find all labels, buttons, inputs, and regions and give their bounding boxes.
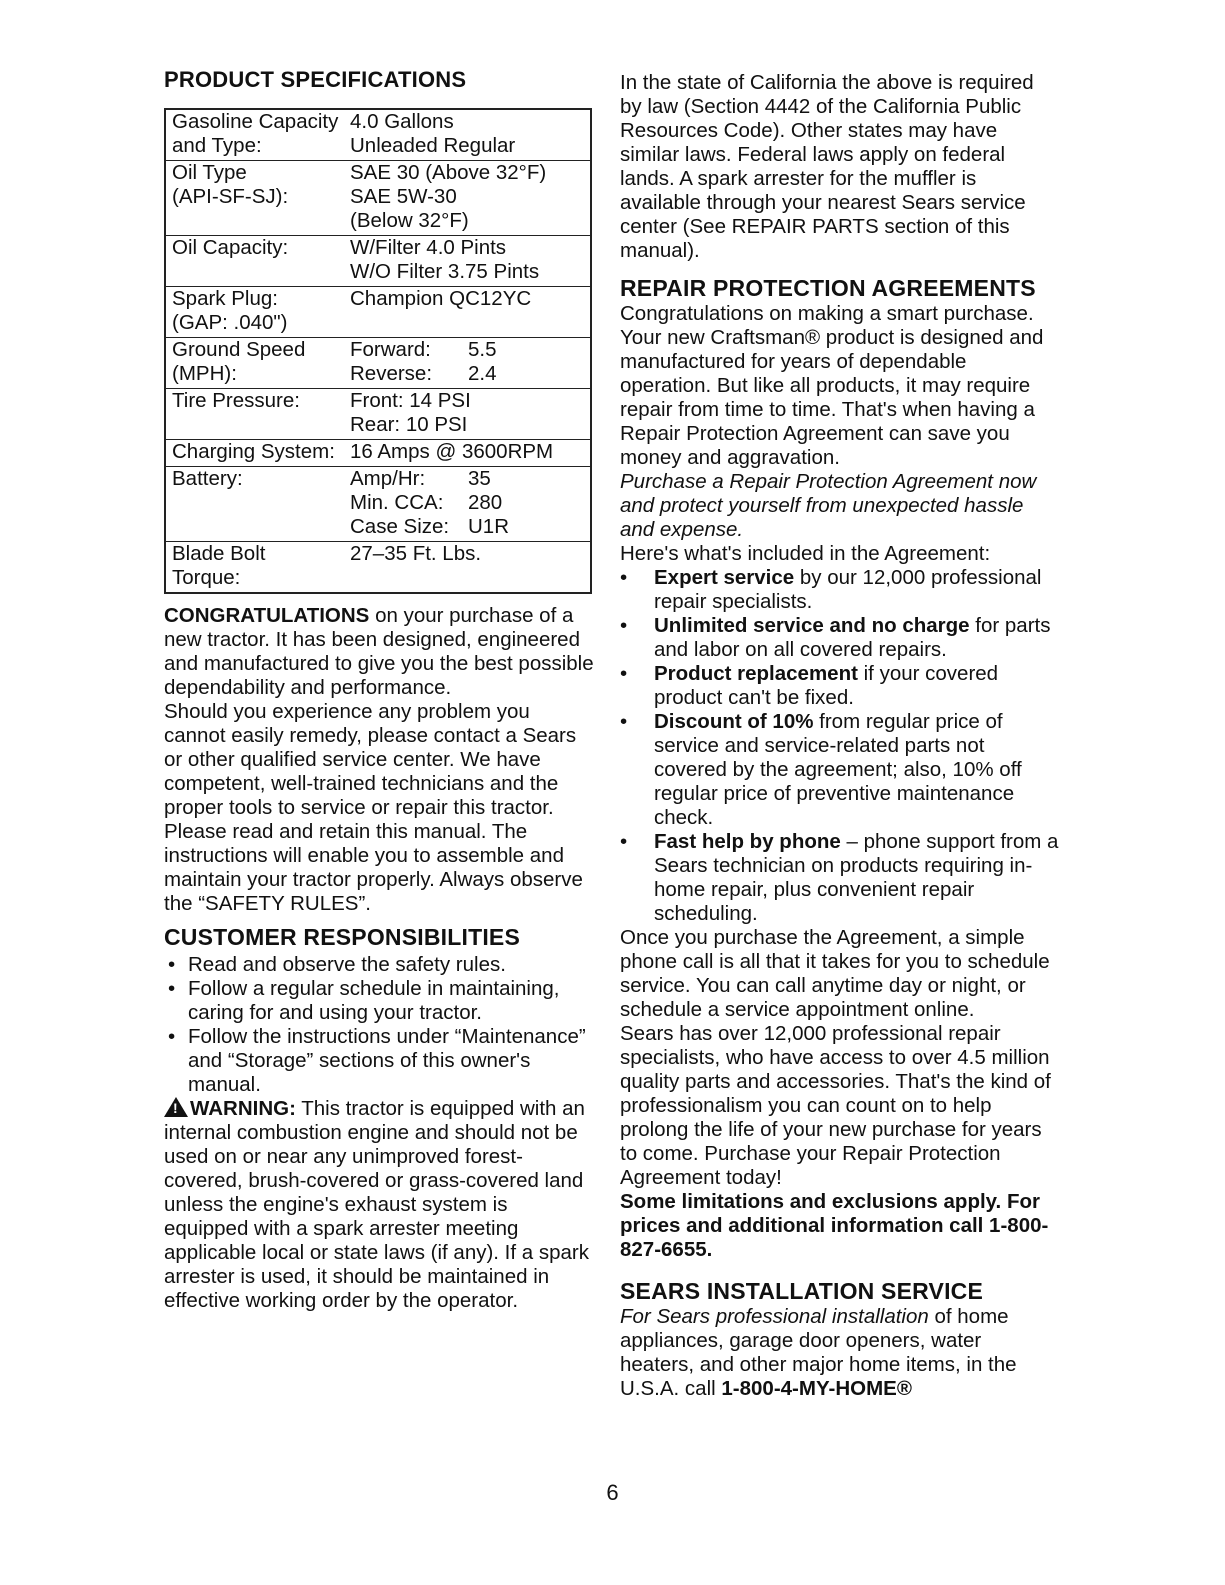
- customer-title: CUSTOMER RESPONSIBILITIES: [164, 924, 521, 950]
- spec-label: Ground Speed (MPH):: [172, 338, 306, 385]
- california-paragraph: In the state of California the above is required by law (Section 4442 of the California Public Resources Code). Other states may have similar laws. Federal laws apply on federal lands. A spark arrester for the muffler is available through your nearest Sears service center (See REPAIR PARTS section of this manual).: [620, 71, 1034, 262]
- right-column: [620, 66, 1060, 1401]
- table-row: [166, 466, 590, 541]
- repair-list: [620, 566, 1060, 926]
- list-item: • Product replacement if your covered product can't be fixed.: [620, 662, 1060, 710]
- page-number: 6: [606, 1480, 619, 1505]
- repair-intro: Here's what's included in the Agreement:: [620, 542, 991, 565]
- list-item: • Read and observe the safety rules.: [164, 953, 596, 977]
- repair-title: REPAIR PROTECTION AGREEMENTS: [620, 275, 1036, 301]
- spec-value: W/Filter 4.0 Pints W/O Filter 3.75 Pints: [350, 236, 540, 283]
- spec-value: SAE 30 (Above 32°F) SAE 5W-30 (Below 32°F): [350, 161, 547, 232]
- repair-italic: Purchase a Repair Protection Agreement now and protect yourself from unexpected hassle and expense.: [620, 470, 1037, 541]
- spec-label: Oil Type (API-SF-SJ):: [172, 161, 289, 208]
- table-row: [166, 439, 590, 466]
- table-row: [166, 110, 590, 160]
- spec-value: 16 Amps @ 3600RPM: [350, 440, 554, 463]
- table-row: [166, 388, 590, 439]
- spec-label: Battery:: [172, 467, 243, 490]
- congrats-p3: Please read and retain this manual. The instructions will enable you to assemble and maintain your tractor properly. Always observe the “SAFETY RULES”.: [164, 820, 583, 915]
- repair-p1: Congratulations on making a smart purchase. Your new Craftsman® product is designed and manufactured for years of dependable operation. But like all products, it may require repair from time to time. That's when having a Repair Protection Agreement can save you money and aggravation.: [620, 302, 1044, 469]
- warning-paragraph: !WARNING: This tractor is equipped with an internal combustion engine and should not be used on or near any unimproved forest-covered, brush-covered or grass-covered land unless the engine's exhaust system is equipped with a spark arrester meeting applicable local or state laws (if any). If a spark arrester is used, it should be maintained in effective working order by the operator.: [164, 1097, 596, 1313]
- list-item: • Follow the instructions under “Maintenance” and “Storage” sections of this owner's manual.: [164, 1025, 596, 1097]
- repair-p2: Once you purchase the Agreement, a simple phone call is all that it takes for you to schedule service. You can call anytime day or night, or schedule a service appointment online.: [620, 926, 1050, 1021]
- specs-title: PRODUCT SPECIFICATIONS: [164, 67, 467, 92]
- table-row: [166, 160, 590, 235]
- install-paragraph: For Sears professional installation of home appliances, garage door openers, water heaters, and other major home items, in the U.S.A. call 1-800-4-MY-HOME®: [620, 1305, 1017, 1400]
- list-item: • Fast help by phone – phone support from a Sears technician on products requiring in-home repair, plus convenient repair scheduling.: [620, 830, 1060, 926]
- spec-label: Blade Bolt Torque:: [172, 542, 266, 589]
- list-item: • Expert service by our 12,000 professional repair specialists.: [620, 566, 1060, 614]
- table-row: [166, 235, 590, 286]
- warning-label: WARNING:: [190, 1097, 296, 1120]
- spec-label: Oil Capacity:: [172, 236, 289, 259]
- spec-value: Forward: 5.5 Reverse: 2.4: [350, 338, 497, 385]
- customer-list: [164, 953, 596, 1097]
- table-row: [166, 337, 590, 388]
- list-item: • Follow a regular schedule in maintaining, caring for and using your tractor.: [164, 977, 596, 1025]
- install-phone: 1-800-4-MY-HOME®: [721, 1377, 912, 1400]
- spec-value: 4.0 Gallons Unleaded Regular: [350, 110, 516, 157]
- spec-value: 27–35 Ft. Lbs.: [350, 542, 482, 565]
- spec-value: Champion QC12YC: [350, 287, 532, 310]
- warning-icon: [164, 1097, 188, 1117]
- list-item: • Discount of 10% from regular price of service and service-related parts not covered by the agreement; also, 10% off regular price of preventive maintenance check.: [620, 710, 1060, 830]
- spec-table: [164, 108, 592, 594]
- repair-p3: Sears has over 12,000 professional repair specialists, who have access to over 4.5 million quality parts and accessories. That's the kind of professionalism you can count on to help prolong the life of your new purchase for years to come. Purchase your Repair Protection Agreement today!: [620, 1022, 1051, 1189]
- spec-label: Spark Plug: (GAP: .040"): [172, 287, 288, 334]
- left-column: [164, 66, 596, 1313]
- table-row: [166, 541, 590, 592]
- list-item: • Unlimited service and no charge for parts and labor on all covered repairs.: [620, 614, 1060, 662]
- install-title: SEARS INSTALLATION SERVICE: [620, 1278, 984, 1304]
- spec-value: Front: 14 PSI Rear: 10 PSI: [350, 389, 471, 436]
- congrats-p2: Should you experience any problem you cannot easily remedy, please contact a Sears or other qualified service center. We have competent, well-trained technicians and the proper tools to service or repair this tractor.: [164, 700, 577, 819]
- congrats-p1: CONGRATULATIONS on your purchase of a new tractor. It has been designed, engineered and manufactured to give you the best possible dependability and performance.: [164, 604, 594, 699]
- table-row: [166, 286, 590, 337]
- spec-label: Gasoline Capacity and Type:: [172, 110, 339, 157]
- repair-bold-note: Some limitations and exclusions apply. For prices and additional information call 1-800-827-6655.: [620, 1190, 1049, 1261]
- congrats-lead: CONGRATULATIONS: [164, 604, 370, 627]
- spec-label: Tire Pressure:: [172, 389, 300, 412]
- spec-value: Amp/Hr: 35 Min. CCA: 280 Case Size: U1R: [350, 467, 510, 538]
- spec-label: Charging System:: [172, 440, 335, 463]
